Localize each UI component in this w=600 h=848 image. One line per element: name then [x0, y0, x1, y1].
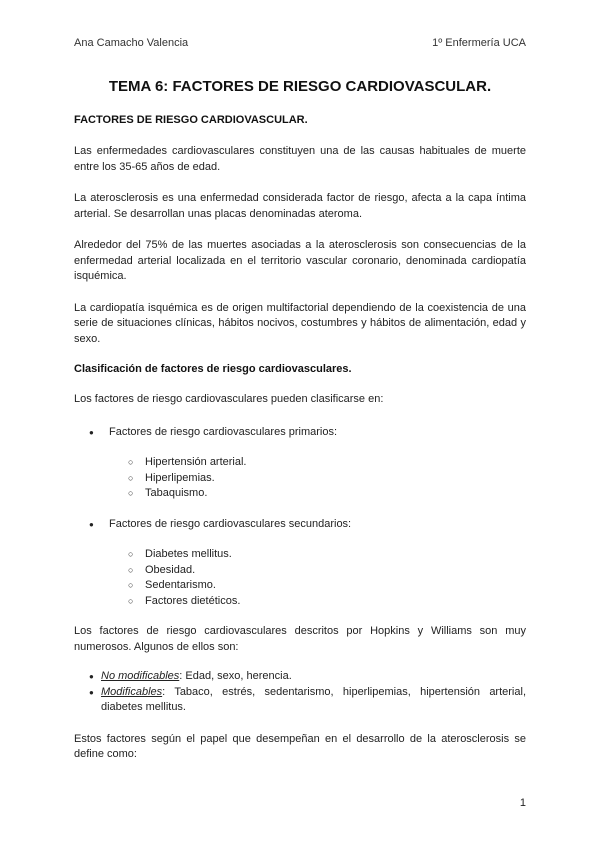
list-item: ○ Hiperlipemias.	[74, 471, 526, 487]
paragraph-2: La aterosclerosis es una enfermedad considerada factor de riesgo, afecta a la capa íntima arterial. Se desarrollan unas placas denominadas ateroma.	[74, 192, 526, 220]
list-item: ○ Diabetes mellitus.	[74, 547, 526, 563]
page-content	[74, 78, 526, 779]
secondary-factors-label: ● Factores de riesgo cardiovasculares secundarios:	[74, 517, 526, 533]
paragraph-3: Alrededor del 75% de las muertes asociadas a la aterosclerosis son consecuencias de la enfermedad arterial localizada en el territorio vascular coronario, denominada cardiopatía isquémica.	[74, 239, 526, 282]
paragraph-1: Las enfermedades cardiovasculares constituyen una de las causas habituales de muerte entre los 35-65 años de edad.	[74, 145, 526, 173]
list-item: ○ Sedentarismo.	[74, 578, 526, 594]
paragraph-4: La cardiopatía isquémica es de origen multifactorial dependiendo de la coexistencia de una serie de situaciones clínicas, hábitos nocivos, costumbres y hábitos de alimentación, edad y sexo.	[74, 301, 526, 345]
primary-factors-list	[74, 425, 526, 441]
list-item	[74, 669, 526, 685]
hopkins-list	[74, 669, 526, 716]
page-number: 1	[519, 797, 526, 809]
hopkins-paragraph: Los factores de riesgo cardiovasculares descritos por Hopkins y Williams son muy numerosos. Algunos de ellos son:	[74, 625, 526, 653]
list-item: ○ Obesidad.	[74, 563, 526, 579]
primary-factors-label: ● Factores de riesgo cardiovasculares primarios:	[74, 425, 526, 441]
secondary-factors-items	[74, 547, 526, 609]
page-header	[74, 37, 526, 51]
classification-intro: Los factores de riesgo cardiovasculares pueden clasificarse en:	[74, 393, 384, 405]
header-course: 1º Enfermería UCA	[432, 37, 526, 49]
classification-heading: Clasificación de factores de riesgo cardiovasculares.	[74, 363, 352, 375]
term-modificables: Modificables	[101, 685, 163, 698]
primary-factors-items	[74, 455, 526, 502]
term-no-modificables: No modificables	[101, 670, 180, 682]
list-item: ○ Hipertensión arterial.	[74, 455, 526, 471]
page-title: TEMA 6: FACTORES DE RIESGO CARDIOVASCULAR.	[108, 78, 492, 95]
header-author: Ana Camacho Valencia	[74, 37, 189, 49]
term-text: : Edad, sexo, herencia.	[179, 670, 292, 682]
section-heading: FACTORES DE RIESGO CARDIOVASCULAR.	[74, 114, 308, 126]
closing-paragraph: Estos factores según el papel que desempeñan en el desarrollo de la aterosclerosis se define como:	[74, 732, 526, 760]
list-item	[74, 685, 526, 716]
secondary-factors-list	[74, 517, 526, 533]
term-text: : Tabaco, estrés, sedentarismo, hiperlipemias, hipertensión arterial, diabetes mellitus.	[101, 685, 526, 713]
list-item: ○ Factores dietéticos.	[74, 594, 526, 610]
list-item: ○ Tabaquismo.	[74, 486, 526, 502]
